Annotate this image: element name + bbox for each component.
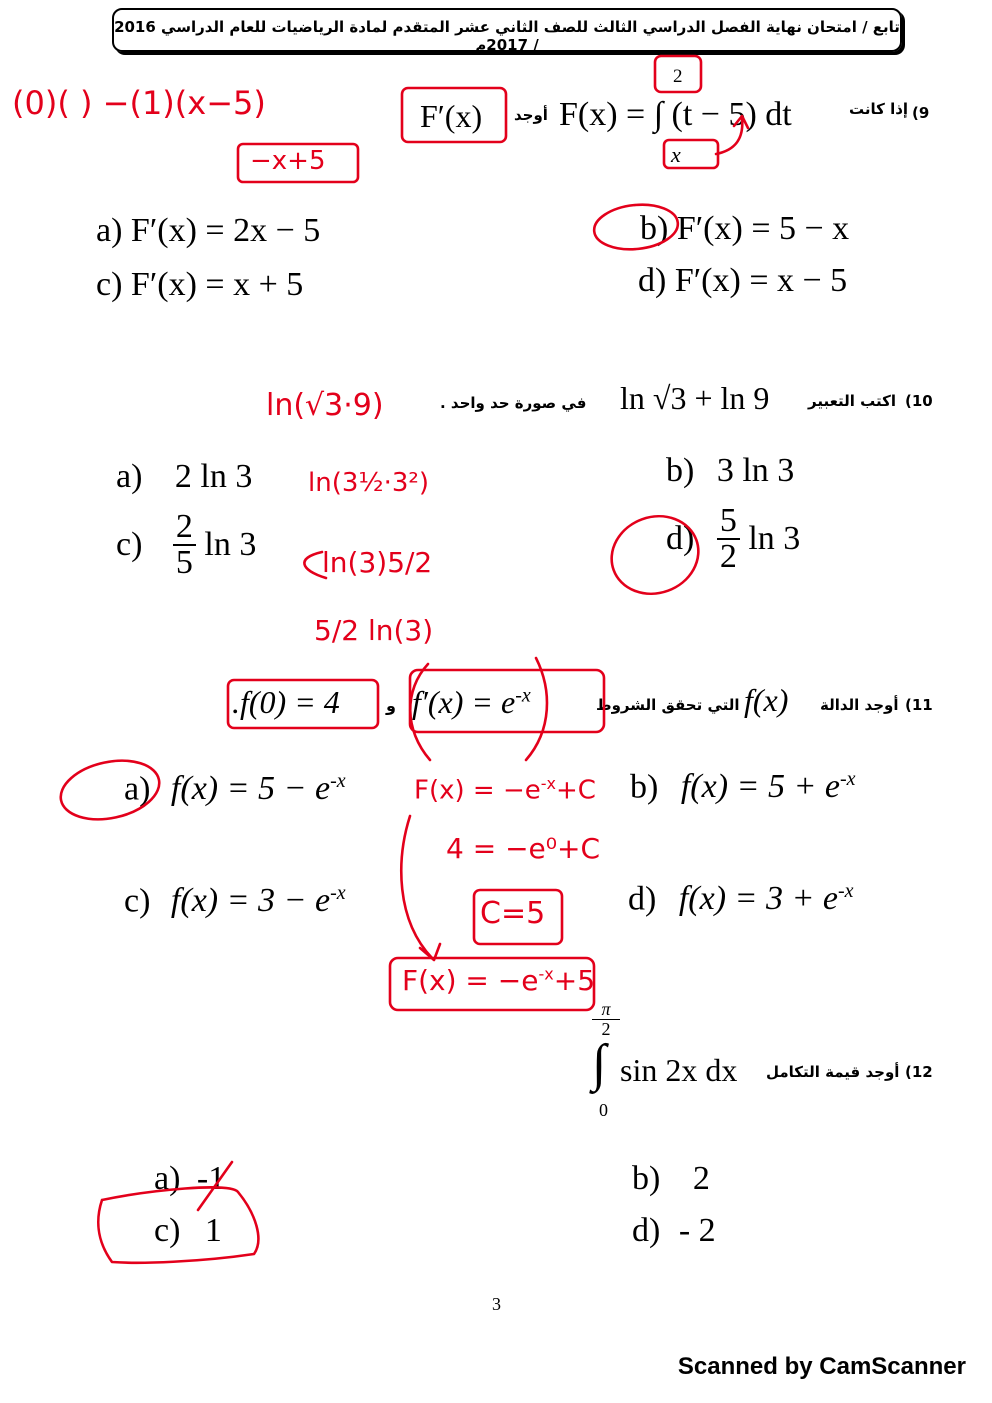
q11-option-b-expr: f(x) = 5 + e <box>680 768 840 806</box>
q12-option-a-label: a) <box>154 1160 181 1197</box>
q12-option-c[interactable] <box>154 1212 222 1250</box>
q12-option-a-value: -1 <box>196 1160 226 1197</box>
q10-option-b-expr: 3 ln 3 <box>716 452 795 489</box>
q11-option-a-expr: f(x) = 5 − e <box>170 770 331 808</box>
q11-prompt: أوجد الدالة <box>820 696 899 714</box>
q10-option-c-tail: ln 3 <box>204 526 257 563</box>
q10-option-d-num: 5 <box>717 504 740 540</box>
q9-lower-limit: x <box>671 142 681 167</box>
q10-work-3: ln(3)5/2 <box>322 546 433 579</box>
q9-option-a-expr: F′(x) = 2x − 5 <box>130 212 321 249</box>
q11-option-b-label: b) <box>630 768 659 806</box>
q10-number: 10) <box>905 392 933 410</box>
q10-option-d-den: 2 <box>719 538 737 575</box>
q11-option-a[interactable] <box>124 770 346 808</box>
q11-work-4-expr: F(x) = −e <box>402 964 539 997</box>
q12-option-c-label: c) <box>154 1212 181 1249</box>
q11-option-b[interactable] <box>630 768 856 806</box>
q12-option-a[interactable] <box>154 1160 225 1198</box>
q9-upper-limit: 2 <box>673 66 683 87</box>
q9-work-line: (0)( ) −(1)(x−5) <box>12 84 266 122</box>
q11-cond1-expr: f′(x) = e <box>412 684 516 720</box>
q12-option-b[interactable] <box>632 1160 710 1198</box>
q11-option-c-exp: -x <box>330 882 346 904</box>
q9-option-a-label: a) <box>96 212 123 249</box>
q11-work-1-tail: +C <box>555 775 596 806</box>
q11-work-1-expr: F(x) = −e <box>414 775 541 806</box>
q11-option-b-exp: -x <box>840 768 856 790</box>
q10-option-c-den: 5 <box>175 544 193 581</box>
q11-work-4-exp: -x <box>538 964 554 984</box>
q12-lower-limit: 0 <box>599 1100 608 1120</box>
q12-integrand: sin 2x dx <box>620 1052 738 1088</box>
q9-target: F′(x) <box>420 98 483 134</box>
q9-number: 9) <box>912 104 930 122</box>
q10-prompt-end: في صورة حد واحد . <box>440 394 587 412</box>
q12-prompt: أوجد قيمة التكامل <box>766 1063 900 1081</box>
q12-option-d-label: d) <box>632 1212 661 1249</box>
q9-option-d-label: d) <box>638 262 667 299</box>
q10-option-c-num: 2 <box>173 510 196 546</box>
q12-option-d[interactable] <box>632 1212 716 1250</box>
q10-option-c[interactable] <box>116 510 256 580</box>
q11-option-a-label: a) <box>124 770 151 808</box>
q9-option-c-expr: F′(x) = x + 5 <box>130 266 304 303</box>
q10-option-c-label: c) <box>116 526 143 563</box>
q11-prompt2: التي تحقق الشروط <box>596 696 740 714</box>
q11-option-c-label: c) <box>124 882 151 920</box>
q9-option-c-label: c) <box>96 266 123 303</box>
q11-option-d-exp: -x <box>838 880 854 902</box>
q12-upper-limit <box>592 1000 620 1039</box>
q12-integral-sign: ∫ <box>592 1035 607 1092</box>
q10-option-a-expr: 2 ln 3 <box>174 458 253 495</box>
q11-and: و <box>386 696 396 715</box>
q11-option-d-label: d) <box>628 880 657 918</box>
q12-upper-num: π <box>592 1000 620 1020</box>
q11-option-d-expr: f(x) = 3 + e <box>678 880 838 918</box>
q11-work-4-tail: +5 <box>553 964 596 997</box>
q11-func: f(x) <box>744 682 789 718</box>
q9-function: F(x) = ∫ (t − 5) dt <box>559 96 792 133</box>
q9-option-a[interactable] <box>96 212 320 250</box>
q12-upper-den: 2 <box>601 1018 611 1039</box>
q11-number: 11) <box>905 696 933 714</box>
q9-prefix: إذا كانت <box>849 100 909 118</box>
q10-option-a[interactable] <box>116 458 252 496</box>
q12-option-d-value: - 2 <box>678 1212 716 1249</box>
q11-option-a-exp: -x <box>330 770 346 792</box>
q12-option-b-value: 2 <box>692 1160 710 1197</box>
q10-work-4: 5/2 ln(3) <box>314 614 434 647</box>
q9-find-label: أوجد <box>514 106 548 124</box>
q10-prompt-start: اكتب التعبير <box>808 392 897 410</box>
q10-option-b[interactable] <box>666 452 794 490</box>
q10-option-d[interactable] <box>666 504 800 574</box>
q10-work-2: ln(3½·3²) <box>308 468 429 498</box>
q9-option-c[interactable] <box>96 266 303 304</box>
q10-expression: ln √3 + ln 9 <box>620 380 770 416</box>
q11-option-c[interactable] <box>124 882 346 920</box>
q11-cond1 <box>412 684 531 721</box>
q10-option-d-fraction <box>717 504 740 574</box>
q11-cond2: .f(0) = 4 <box>232 684 340 720</box>
q11-work-3: C=5 <box>480 896 546 931</box>
q12-option-c-value: 1 <box>204 1212 222 1249</box>
q9-work-result: −x+5 <box>250 146 326 176</box>
q9-option-d[interactable] <box>638 262 847 300</box>
q10-option-b-label: b) <box>666 452 695 489</box>
q11-work-1 <box>414 774 596 806</box>
q10-option-c-fraction <box>173 510 196 580</box>
q11-arrow <box>401 816 440 960</box>
q10-option-a-label: a) <box>116 458 143 495</box>
q11-work-4 <box>402 964 595 997</box>
q9-option-b-label: b) <box>640 210 669 247</box>
q10-work-1: ln(√3·9) <box>266 388 384 423</box>
q12-option-b-label: b) <box>632 1160 661 1197</box>
exam-header <box>112 8 902 52</box>
q10-option-d-tail: ln 3 <box>748 520 801 557</box>
q11-cond1-exp: -x <box>515 684 531 707</box>
exam-header-title: تابع / امتحان نهاية الفصل الدراسي الثالث للصف الثاني عشر المتقدم لمادة الرياضيات للعام الدراسي 2016 / 2017م <box>114 18 900 54</box>
q12-number: 12) <box>905 1063 933 1081</box>
q9-option-d-expr: F′(x) = x − 5 <box>674 262 848 299</box>
q11-option-d[interactable] <box>628 880 854 918</box>
q9-option-b[interactable] <box>640 210 849 248</box>
q9-option-b-expr: F′(x) = 5 − x <box>676 210 850 247</box>
scanner-watermark: Scanned by CamScanner <box>677 1353 966 1380</box>
q11-option-c-expr: f(x) = 3 − e <box>170 882 331 920</box>
q10-option-d-label: d) <box>666 520 695 557</box>
page-number: 3 <box>492 1294 501 1314</box>
q11-work-1-exp: -x <box>540 774 556 793</box>
q11-work-2: 4 = −e⁰+C <box>446 832 600 865</box>
